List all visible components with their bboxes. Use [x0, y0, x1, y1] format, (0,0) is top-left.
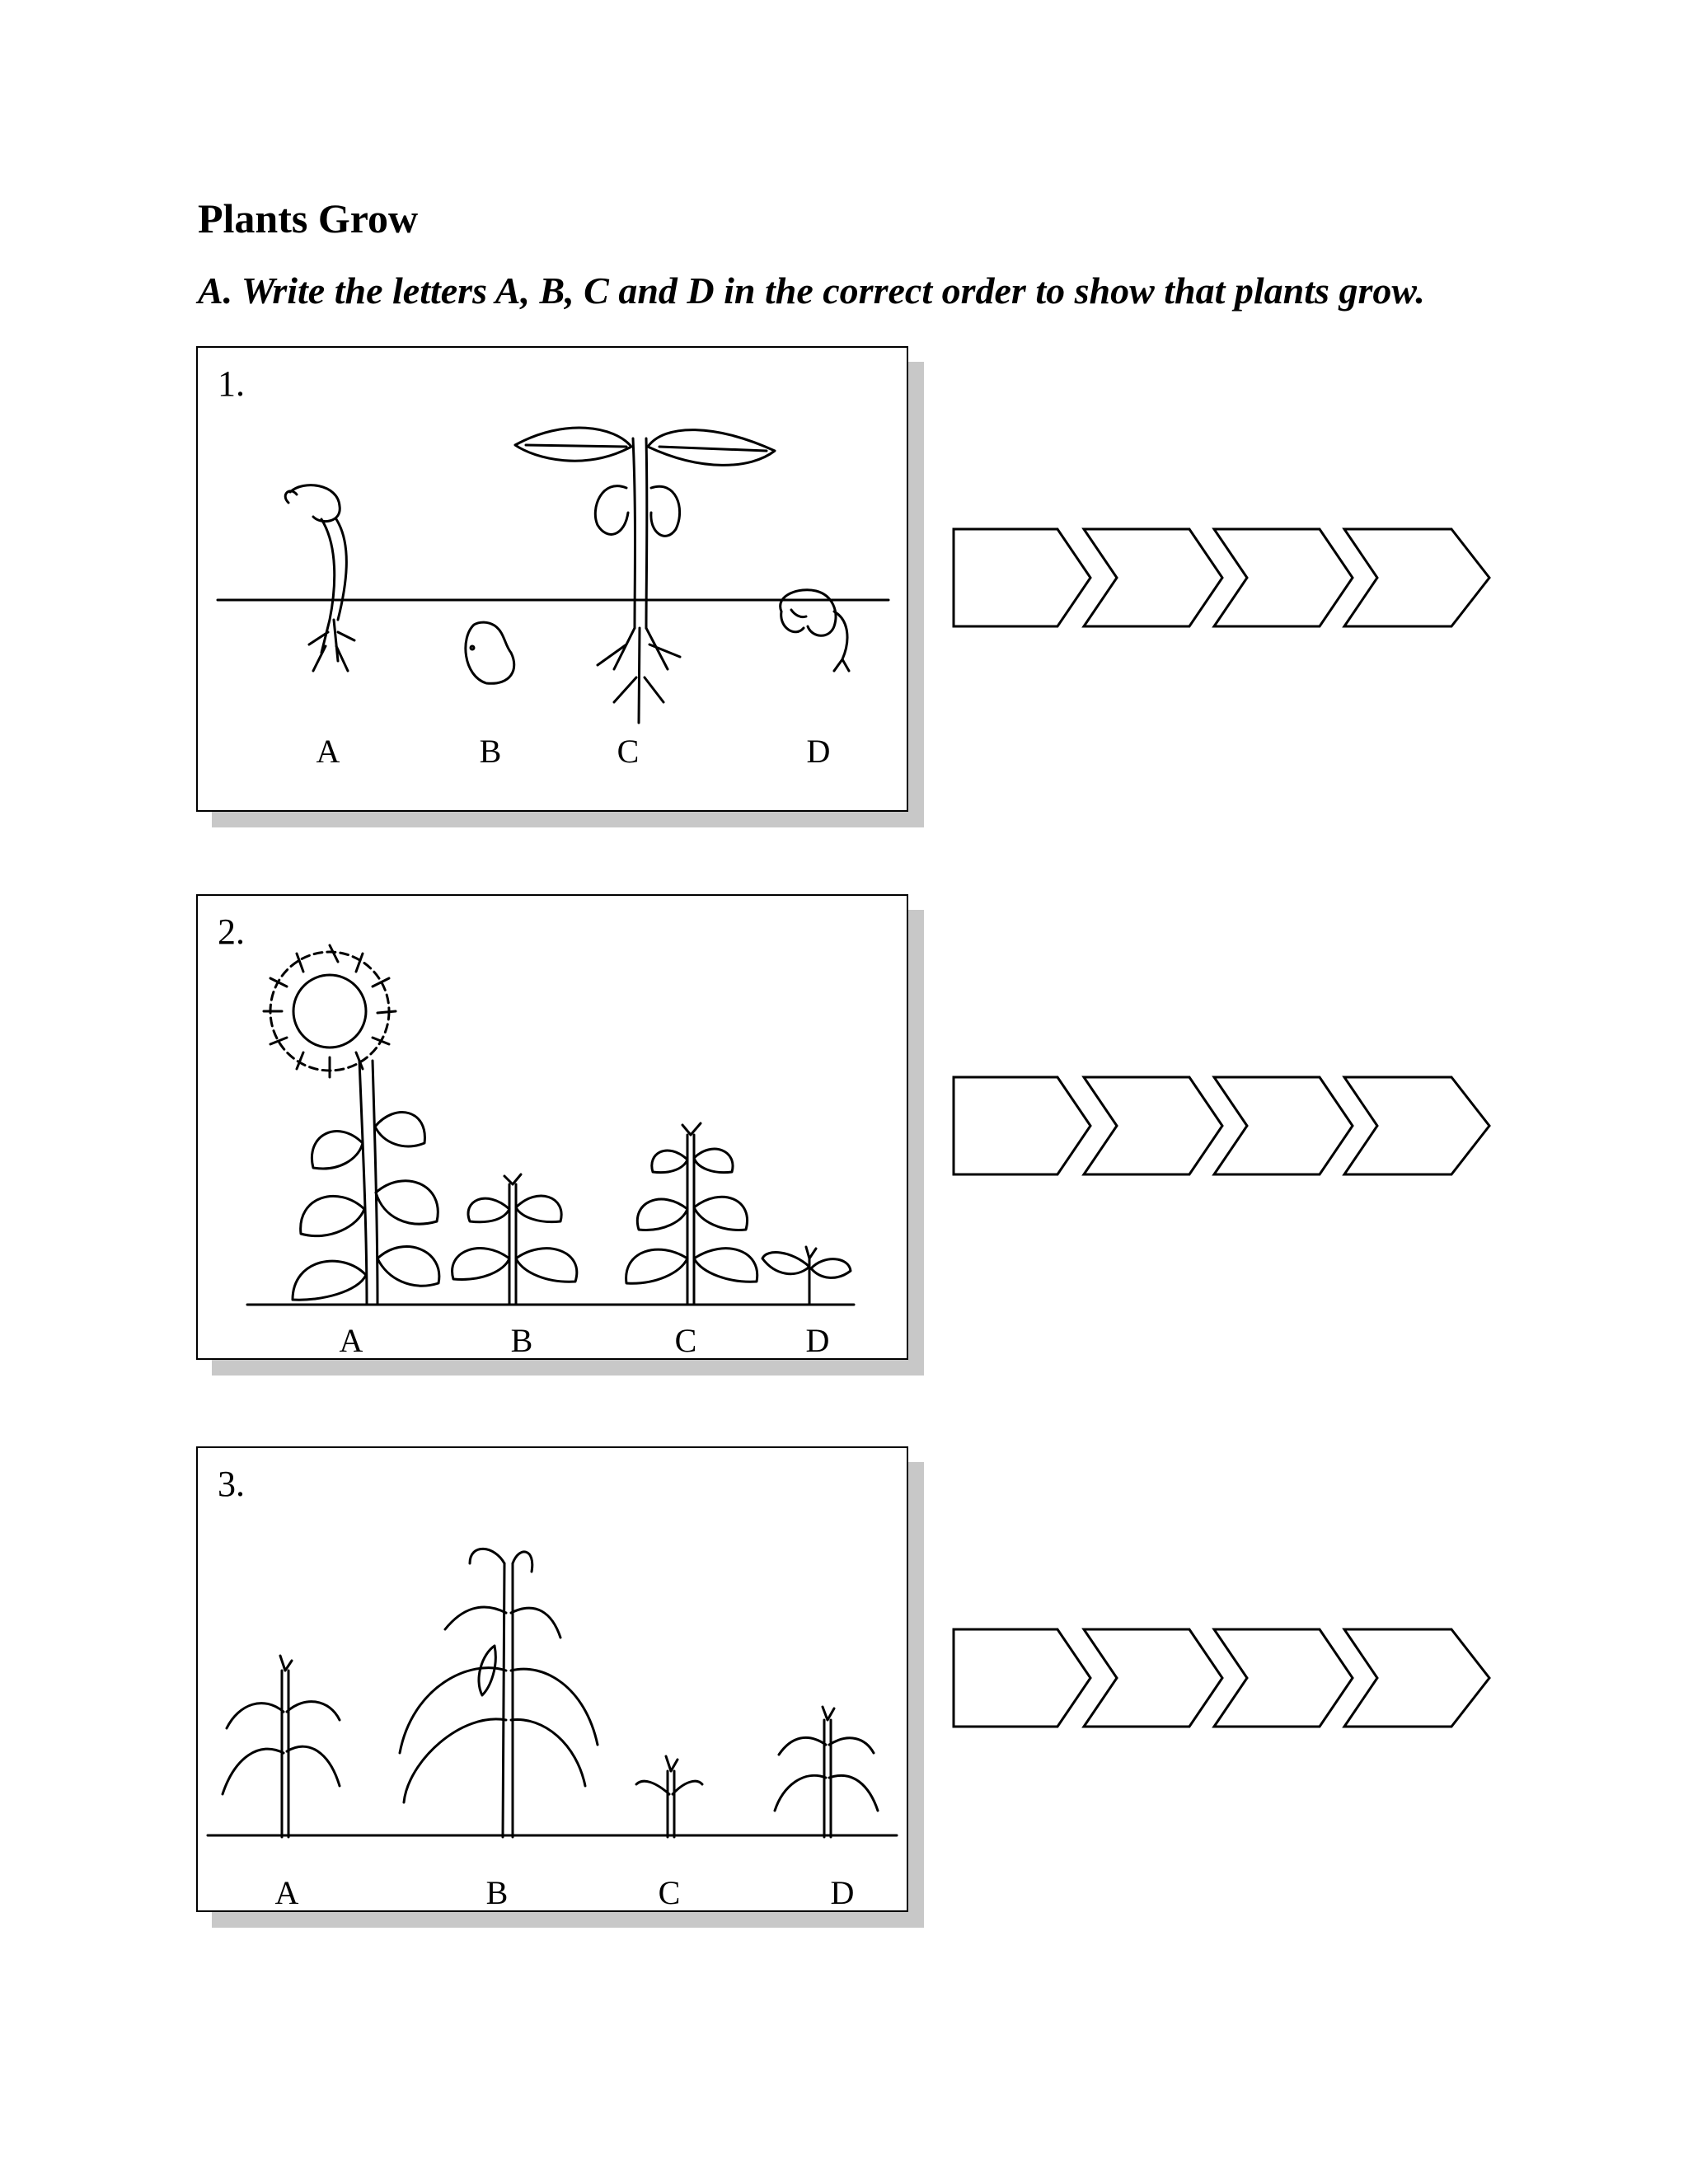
medium-plant-icon [626, 1123, 757, 1305]
answer-box-2[interactable] [1084, 1077, 1222, 1174]
answer-box-3[interactable] [1214, 1629, 1353, 1727]
answer-box-4[interactable] [1344, 1077, 1489, 1174]
mature-corn-icon [400, 1549, 598, 1837]
panel-frame [196, 346, 908, 812]
answer-box-4[interactable] [1344, 529, 1489, 626]
stage-label-c: C [617, 733, 640, 770]
stage-label-b: B [485, 1874, 509, 1911]
flowering-sunflower-icon [264, 945, 439, 1305]
panel-3 [196, 1446, 908, 1912]
page-title: Plants Grow [198, 195, 419, 241]
stage-label-a: A [274, 1874, 299, 1911]
answer-chain-1 [952, 527, 1496, 628]
answer-box-1[interactable] [954, 529, 1090, 626]
answer-box-2[interactable] [1084, 529, 1222, 626]
bean-seedling-icon [515, 428, 775, 723]
bean-sprout-icon [285, 485, 354, 671]
stage-label-b: B [510, 1322, 533, 1359]
panel-1 [196, 346, 908, 812]
corn-sprout-icon [636, 1756, 702, 1837]
panel-number: 1. [218, 363, 245, 404]
stage-label-a: A [316, 733, 340, 770]
answer-box-3[interactable] [1214, 1077, 1353, 1174]
answer-box-1[interactable] [954, 1077, 1090, 1174]
panel-illustration [198, 348, 907, 810]
answer-box-2[interactable] [1084, 1629, 1222, 1727]
answer-box-3[interactable] [1214, 529, 1353, 626]
stage-label-b: B [479, 733, 502, 770]
germinating-seed-icon [781, 590, 849, 671]
panel-number: 3. [218, 1464, 245, 1504]
stage-label-c: C [658, 1874, 681, 1911]
stage-label-d: D [830, 1874, 855, 1911]
sprout-icon [762, 1247, 851, 1305]
answer-chain-3 [952, 1628, 1496, 1728]
bean-seed-icon [466, 622, 514, 683]
panel-2 [196, 894, 908, 1360]
stage-label-d: D [805, 1322, 830, 1359]
young-corn-icon [223, 1656, 340, 1837]
panel-number: 2. [218, 912, 245, 952]
stage-label-a: A [339, 1322, 363, 1359]
panel-frame [196, 1446, 908, 1912]
answer-box-1[interactable] [954, 1629, 1090, 1727]
small-corn-icon [775, 1707, 878, 1837]
stage-label-d: D [806, 733, 831, 770]
small-plant-icon [452, 1174, 577, 1305]
instruction-text: A. Write the letters A, B, C and D in the correct order to show that plants grow. [198, 269, 1425, 312]
stage-label-c: C [674, 1322, 697, 1359]
answer-chain-2 [952, 1076, 1496, 1176]
panel-illustration [198, 896, 907, 1358]
answer-box-4[interactable] [1344, 1629, 1489, 1727]
panel-frame [196, 894, 908, 1360]
panel-illustration [198, 1448, 907, 1910]
